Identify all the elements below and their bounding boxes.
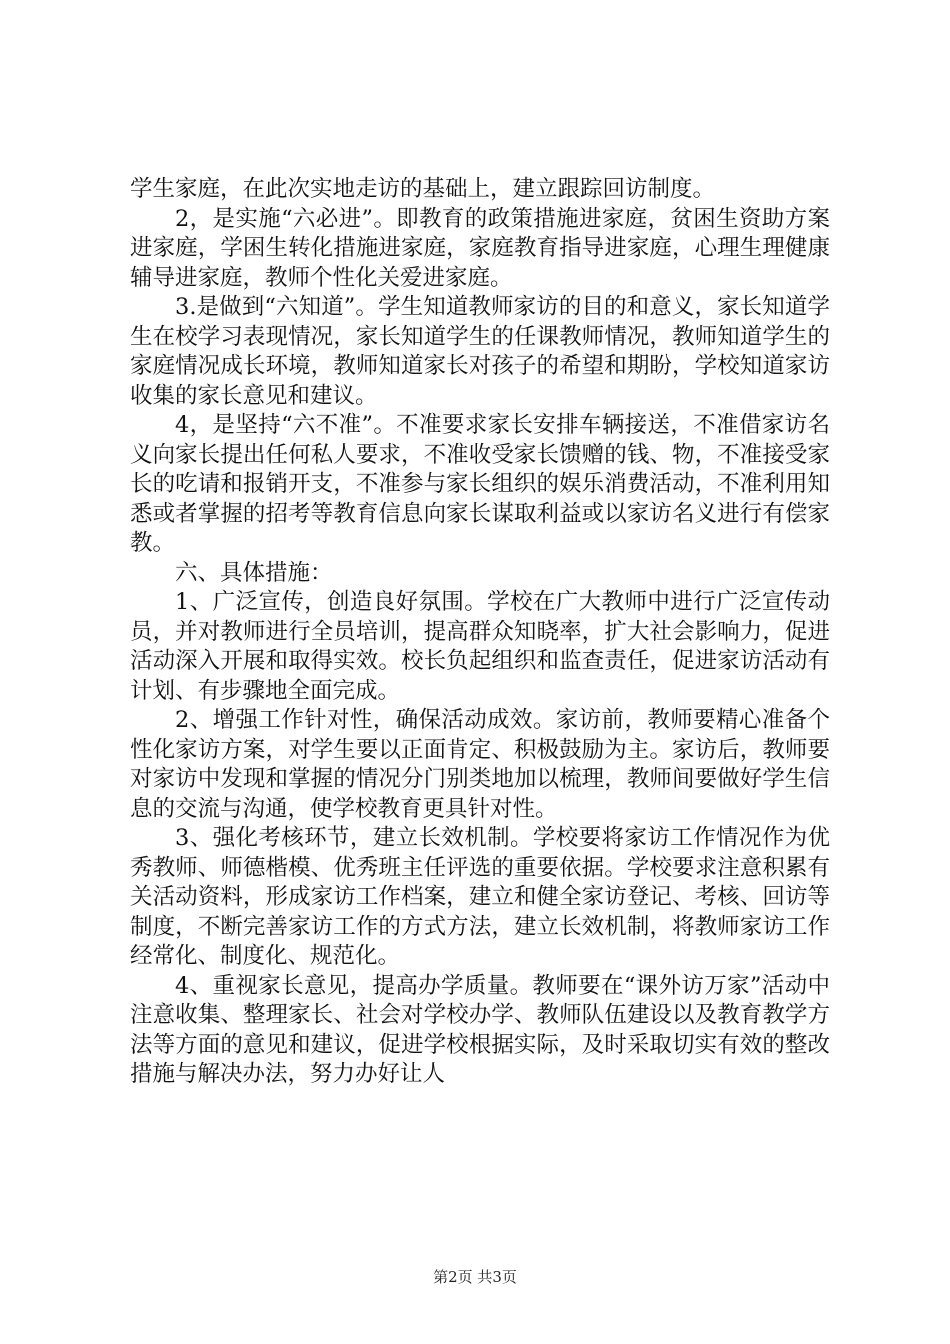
paragraph-measure-4: 4、重视家长意见，提高办学质量。教师要在“课外访万家”活动中注意收集、整理家长、社会对学校办学、教师队伍建设以及教育教学方法等方面的意见和建议，促进学校根据实际，及时采取切实有效的整改措施与解决办法，努力办好让人 xyxy=(130,972,830,1087)
paragraph-six-knows: 3.是做到“六知道”。学生知道教师家访的目的和意义，家长知道学生在校学习表现情况，家长知道学生的任课教师情况，教师知道学生的家庭情况成长环境，教师知道家长对孩子的希望和期盼，学校知道家访收集的家长意见和建议。 xyxy=(130,294,830,409)
paragraph-six-prohibitions: 4，是坚持“六不准”。不准要求家长安排车辆接送，不准借家访名义向家长提出任何私人要求，不准收受家长馈赠的钱、物，不准接受家长的吃请和报销开支，不准参与家长组织的娱乐消费活动，不准利用知悉或者掌握的招考等教育信息向家长谋取利益或以家访名义进行有偿家教。 xyxy=(130,412,830,556)
paragraph-six-must-enter: 2，是实施“六必进”。即教育的政策措施进家庭，贫困生资助方案进家庭，学困生转化措施进家庭，家庭教育指导进家庭，心理生理健康辅导进家庭，教师个性化关爱进家庭。 xyxy=(130,205,830,291)
page-number-footer: 第2页 共3页 xyxy=(433,1268,517,1286)
paragraph-measure-1: 1、广泛宣传，创造良好氛围。学校在广大教师中进行广泛宣传动员，并对教师进行全员培训，提高群众知晓率，扩大社会影响力，促进活动深入开展和取得实效。校长负起组织和监查责任，促进家访活动有计划、有步骤地全面完成。 xyxy=(130,589,830,704)
document-body xyxy=(130,175,830,1090)
paragraph-measure-3: 3、强化考核环节，建立长效机制。学校要将家访工作情况作为优秀教师、师德楷模、优秀班主任评选的重要依据。学校要求注意积累有关活动资料，形成家访工作档案，建立和健全家访登记、考核、回访等制度，不断完善家访工作的方式方法，建立长效机制，将教师家访工作经常化、制度化、规范化。 xyxy=(130,825,830,969)
section-heading-measures: 六、具体措施： xyxy=(175,559,333,586)
paragraph-measure-2: 2、增强工作针对性，确保活动成效。家访前，教师要精心准备个性化家访方案，对学生要以正面肯定、积极鼓励为主。家访后，教师要对家访中发现和掌握的情况分门别类地加以梳理，教师间要做好学生信息的交流与沟通，使学校教育更具针对性。 xyxy=(130,707,830,822)
paragraph-continuation: 学生家庭，在此次实地走访的基础上，建立跟踪回访制度。 xyxy=(130,176,716,202)
